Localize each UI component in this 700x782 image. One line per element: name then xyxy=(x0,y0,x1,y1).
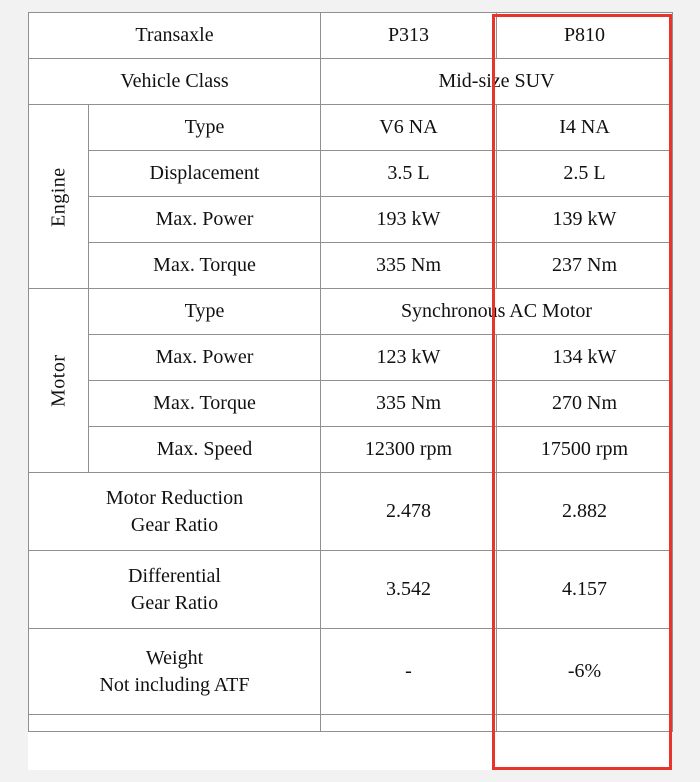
motor-max-speed-p810: 17500 rpm xyxy=(497,427,673,473)
engine-displacement-label: Displacement xyxy=(89,151,321,197)
table-bottom-strip xyxy=(29,715,673,732)
motor-type-value: Synchronous AC Motor xyxy=(321,289,673,335)
motor-max-speed-p313: 12300 rpm xyxy=(321,427,497,473)
engine-max-power-label: Max. Power xyxy=(89,197,321,243)
engine-type-p313: V6 NA xyxy=(321,105,497,151)
table-row-differential-gear-ratio xyxy=(29,551,673,629)
table-row-motor-max-torque xyxy=(29,381,673,427)
engine-max-power-p810: 139 kW xyxy=(497,197,673,243)
weight-p810: -6% xyxy=(497,629,673,715)
weight-label xyxy=(29,629,321,715)
transaxle-p313: P313 xyxy=(321,13,497,59)
motor-reduction-gear-ratio-label xyxy=(29,473,321,551)
motor-reduction-gear-ratio-label-line2: Gear Ratio xyxy=(130,513,219,536)
differential-gear-ratio-p810: 4.157 xyxy=(497,551,673,629)
engine-type-p810: I4 NA xyxy=(497,105,673,151)
table-row-engine-max-power xyxy=(29,197,673,243)
motor-max-torque-p313: 335 Nm xyxy=(321,381,497,427)
group-label-motor: Motor xyxy=(29,289,89,473)
table-row-transaxle xyxy=(29,13,673,59)
engine-max-torque-p313: 335 Nm xyxy=(321,243,497,289)
table-row-motor-type xyxy=(29,289,673,335)
table-row-motor-max-speed xyxy=(29,427,673,473)
vehicle-class-label: Vehicle Class xyxy=(29,59,321,105)
motor-max-speed-label: Max. Speed xyxy=(89,427,321,473)
table-row-vehicle-class xyxy=(29,59,673,105)
differential-gear-ratio-label-line1: Differential xyxy=(128,564,221,587)
table-bottom-strip-left xyxy=(29,715,321,732)
motor-reduction-gear-ratio-label-line1: Motor Reduction xyxy=(105,486,244,509)
motor-max-torque-p810: 270 Nm xyxy=(497,381,673,427)
table-bottom-strip-mid xyxy=(321,715,497,732)
engine-max-torque-p810: 237 Nm xyxy=(497,243,673,289)
transaxle-label: Transaxle xyxy=(29,13,321,59)
table-row-engine-type xyxy=(29,105,673,151)
differential-gear-ratio-p313: 3.542 xyxy=(321,551,497,629)
engine-displacement-p313: 3.5 L xyxy=(321,151,497,197)
motor-reduction-gear-ratio-p313: 2.478 xyxy=(321,473,497,551)
table-row-engine-max-torque xyxy=(29,243,673,289)
motor-max-power-p810: 134 kW xyxy=(497,335,673,381)
vehicle-class-value: Mid-size SUV xyxy=(321,59,673,105)
table-row-engine-displacement xyxy=(29,151,673,197)
motor-max-power-label: Max. Power xyxy=(89,335,321,381)
weight-label-line1: Weight xyxy=(145,646,204,669)
differential-gear-ratio-label xyxy=(29,551,321,629)
engine-max-power-p313: 193 kW xyxy=(321,197,497,243)
spec-table-sheet xyxy=(28,12,672,770)
differential-gear-ratio-label-line2: Gear Ratio xyxy=(130,591,219,614)
motor-max-torque-label: Max. Torque xyxy=(89,381,321,427)
engine-displacement-p810: 2.5 L xyxy=(497,151,673,197)
transaxle-p810: P810 xyxy=(497,13,673,59)
motor-reduction-gear-ratio-p810: 2.882 xyxy=(497,473,673,551)
motor-type-label: Type xyxy=(89,289,321,335)
engine-max-torque-label: Max. Torque xyxy=(89,243,321,289)
table-row-motor-max-power xyxy=(29,335,673,381)
weight-p313: - xyxy=(321,629,497,715)
table-bottom-strip-right xyxy=(497,715,673,732)
weight-label-line2: Not including ATF xyxy=(99,673,250,696)
spec-table xyxy=(28,12,673,732)
group-label-engine: Engine xyxy=(29,105,89,289)
table-row-motor-reduction-gear-ratio xyxy=(29,473,673,551)
engine-type-label: Type xyxy=(89,105,321,151)
table-row-weight xyxy=(29,629,673,715)
motor-max-power-p313: 123 kW xyxy=(321,335,497,381)
